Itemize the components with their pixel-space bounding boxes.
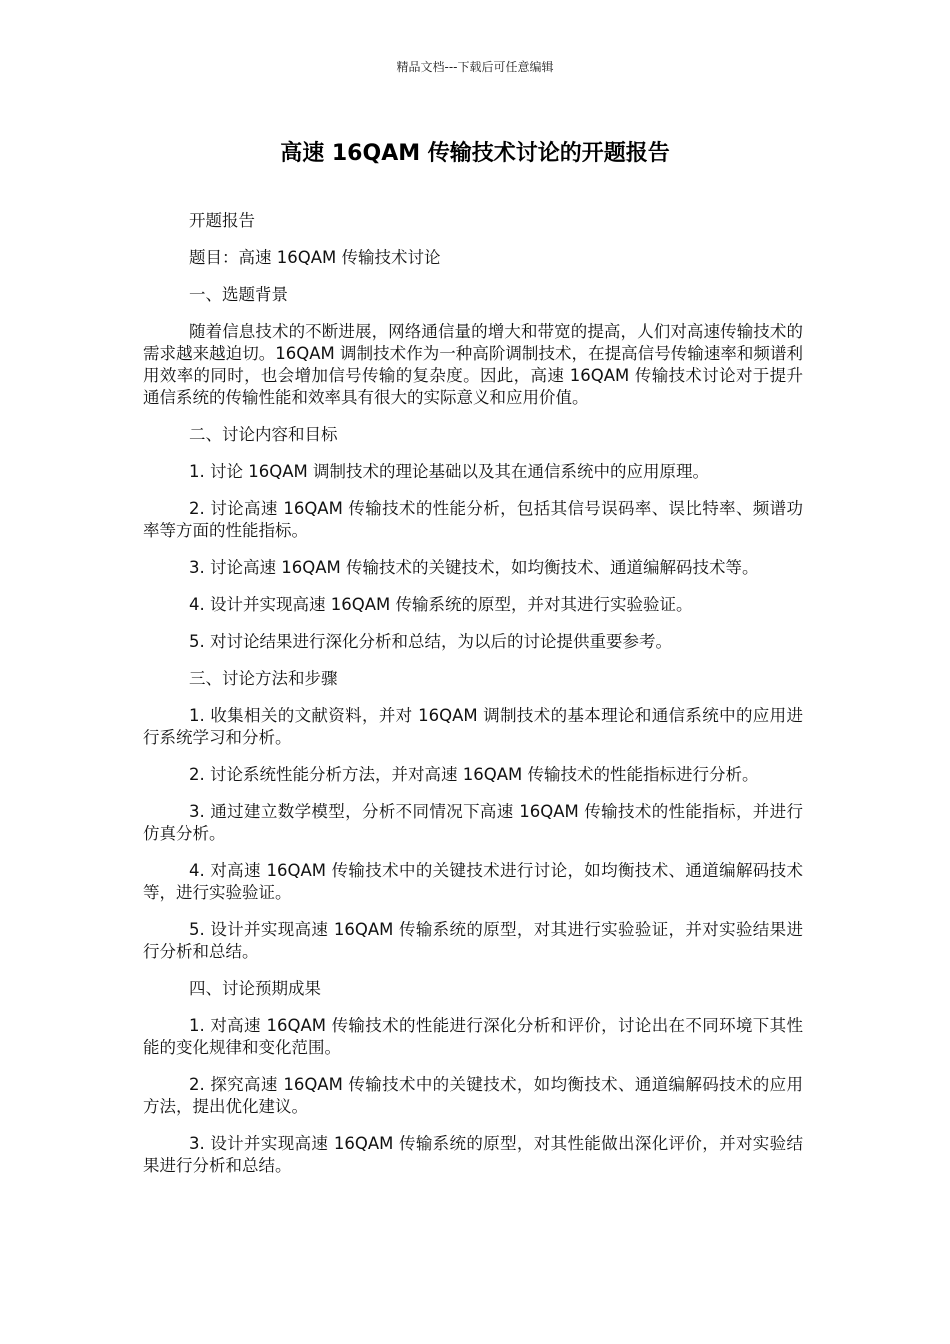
list-item: 2. 讨论高速 16QAM 传输技术的性能分析，包括其信号误码率、误比特率、频谱功率等方面的性能指标。	[143, 499, 803, 540]
header-note: 精品文档---下载后可任意编辑	[396, 60, 554, 74]
list-item: 1. 对高速 16QAM 传输技术的性能进行深化分析和评价，讨论出在不同环境下其性能的变化规律和变化范围。	[143, 1016, 803, 1057]
list-item: 4. 设计并实现高速 16QAM 传输系统的原型，并对其进行实验验证。	[189, 595, 693, 614]
page-title: 高速 16QAM 传输技术讨论的开题报告	[280, 141, 670, 166]
list-item: 3. 通过建立数学模型，分析不同情况下高速 16QAM 传输技术的性能指标，并进行仿真分析。	[143, 802, 803, 843]
list-item: 2. 探究高速 16QAM 传输技术中的关键技术，如均衡技术、通道编解码技术的应用方法，提出优化建议。	[143, 1075, 803, 1116]
list-item: 2. 讨论系统性能分析方法，并对高速 16QAM 传输技术的性能指标进行分析。	[189, 765, 759, 784]
section-heading-methods: 三、讨论方法和步骤	[189, 669, 338, 688]
list-item: 1. 收集相关的文献资料，并对 16QAM 调制技术的基本理论和通信系统中的应用进行系统学习和分析。	[143, 706, 803, 747]
section-heading-expected-results: 四、讨论预期成果	[189, 979, 321, 998]
paragraph-background: 随着信息技术的不断进展，网络通信量的增大和带宽的提高，人们对高速传输技术的需求越来越迫切。16QAM 调制技术作为一种高阶调制技术，在提高信号传输速率和频谱利用效率的同时，也会增加信号传输的复杂度。因此，高速 16QAM 传输技术讨论对于提升通信系统的传输性能和效率具有很大的实际意义和应用价值。	[143, 322, 803, 407]
paragraph-topic: 题目：高速 16QAM 传输技术讨论	[189, 248, 441, 267]
section-heading-background: 一、选题背景	[189, 285, 288, 304]
list-item: 3. 讨论高速 16QAM 传输技术的关键技术，如均衡技术、通道编解码技术等。	[189, 558, 759, 577]
list-item: 1. 讨论 16QAM 调制技术的理论基础以及其在通信系统中的应用原理。	[189, 462, 709, 481]
list-item: 3. 设计并实现高速 16QAM 传输系统的原型，对其性能做出深化评价，并对实验结果进行分析和总结。	[143, 1134, 803, 1175]
list-item: 5. 设计并实现高速 16QAM 传输系统的原型，对其进行实验验证，并对实验结果进行分析和总结。	[143, 920, 803, 961]
list-item: 5. 对讨论结果进行深化分析和总结，为以后的讨论提供重要参考。	[189, 632, 672, 651]
paragraph-report-label: 开题报告	[189, 211, 255, 230]
section-heading-content-goals: 二、讨论内容和目标	[189, 425, 338, 444]
list-item: 4. 对高速 16QAM 传输技术中的关键技术进行讨论，如均衡技术、通道编解码技术等，进行实验验证。	[143, 861, 803, 902]
document-body	[143, 210, 803, 1192]
